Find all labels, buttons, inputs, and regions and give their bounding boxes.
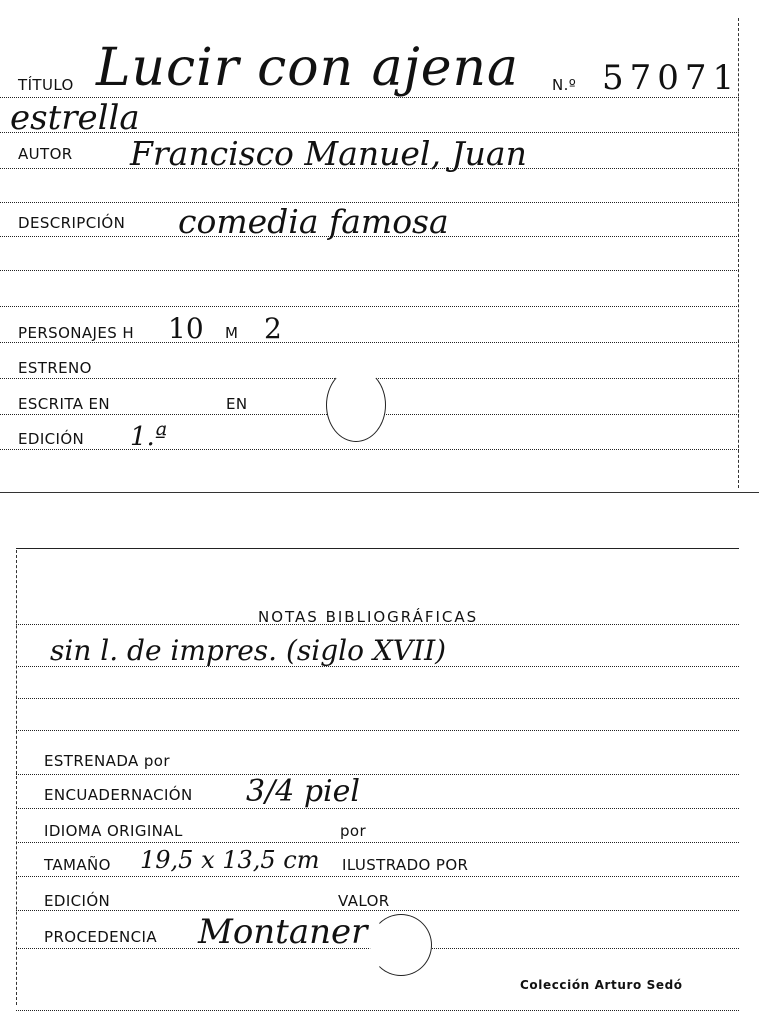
procedencia-label: PROCEDENCIA: [44, 928, 158, 946]
card-border-left: [16, 550, 17, 1005]
tamano-label: TAMAÑO: [44, 856, 111, 874]
rule-line: [16, 1010, 739, 1011]
escrita-label: ESCRITA EN: [18, 395, 111, 413]
card-border-top: [16, 548, 739, 549]
punch-hole-icon: [326, 368, 386, 442]
catalog-card-back: [0, 540, 759, 1028]
coleccion-label: Colección Arturo Sedó: [520, 978, 683, 992]
rule-line: [0, 342, 739, 343]
rule-line: [16, 698, 739, 699]
rule-line: [16, 910, 739, 911]
numero-value: 57071: [602, 58, 741, 98]
estrenada-label: ESTRENADA por: [44, 752, 170, 770]
rule-line: [16, 730, 739, 731]
encuadernacion-value: 3/4 piel: [246, 774, 360, 809]
personajes-m-value: 2: [264, 312, 282, 345]
rule-line: [0, 449, 739, 450]
idioma-label: IDIOMA ORIGINAL: [44, 822, 183, 840]
descripcion-value: comedia famosa: [178, 202, 449, 241]
rule-line: [0, 306, 739, 307]
rule-line: [16, 808, 739, 809]
rule-line: [16, 876, 739, 877]
descripcion-label: DESCRIPCIÓN: [18, 214, 126, 232]
ilustrado-label: ILUSTRADO POR: [342, 856, 469, 874]
card-separator: [0, 492, 759, 493]
notas-value: sin l. de impres. (siglo XVII): [50, 634, 447, 667]
punch-hole-icon: [370, 914, 432, 976]
autor-value: Francisco Manuel, Juan: [130, 134, 527, 173]
titulo-continuation: estrella: [10, 98, 140, 138]
rule-line: [0, 270, 739, 271]
personajes-m-label: M: [225, 324, 239, 342]
catalog-card-front: [0, 0, 759, 495]
edicion-label: EDICIÓN: [18, 430, 85, 448]
valor-label: VALOR: [338, 892, 390, 910]
edicion-label: EDICIÓN: [44, 892, 111, 910]
escrita-en-label: EN: [226, 395, 248, 413]
idioma-por-label: por: [340, 822, 367, 840]
encuadernacion-label: ENCUADERNACIÓN: [44, 786, 193, 804]
personajes-label: PERSONAJES H: [18, 324, 135, 342]
autor-label: AUTOR: [18, 145, 73, 163]
procedencia-value: Montaner: [198, 912, 368, 952]
numero-label: N.º: [552, 76, 577, 94]
rule-line: [16, 842, 739, 843]
personajes-h-value: 10: [168, 312, 204, 345]
rule-line: [16, 774, 739, 775]
tamano-value: 19,5 x 13,5 cm: [140, 846, 320, 874]
notas-heading: NOTAS BIBLIOGRÁFICAS: [258, 608, 479, 626]
edicion-value: 1.ª: [130, 422, 168, 452]
titulo-value: Lucir con ajena: [96, 38, 520, 98]
estreno-label: ESTRENO: [18, 359, 92, 377]
titulo-label: TÍTULO: [18, 76, 74, 94]
